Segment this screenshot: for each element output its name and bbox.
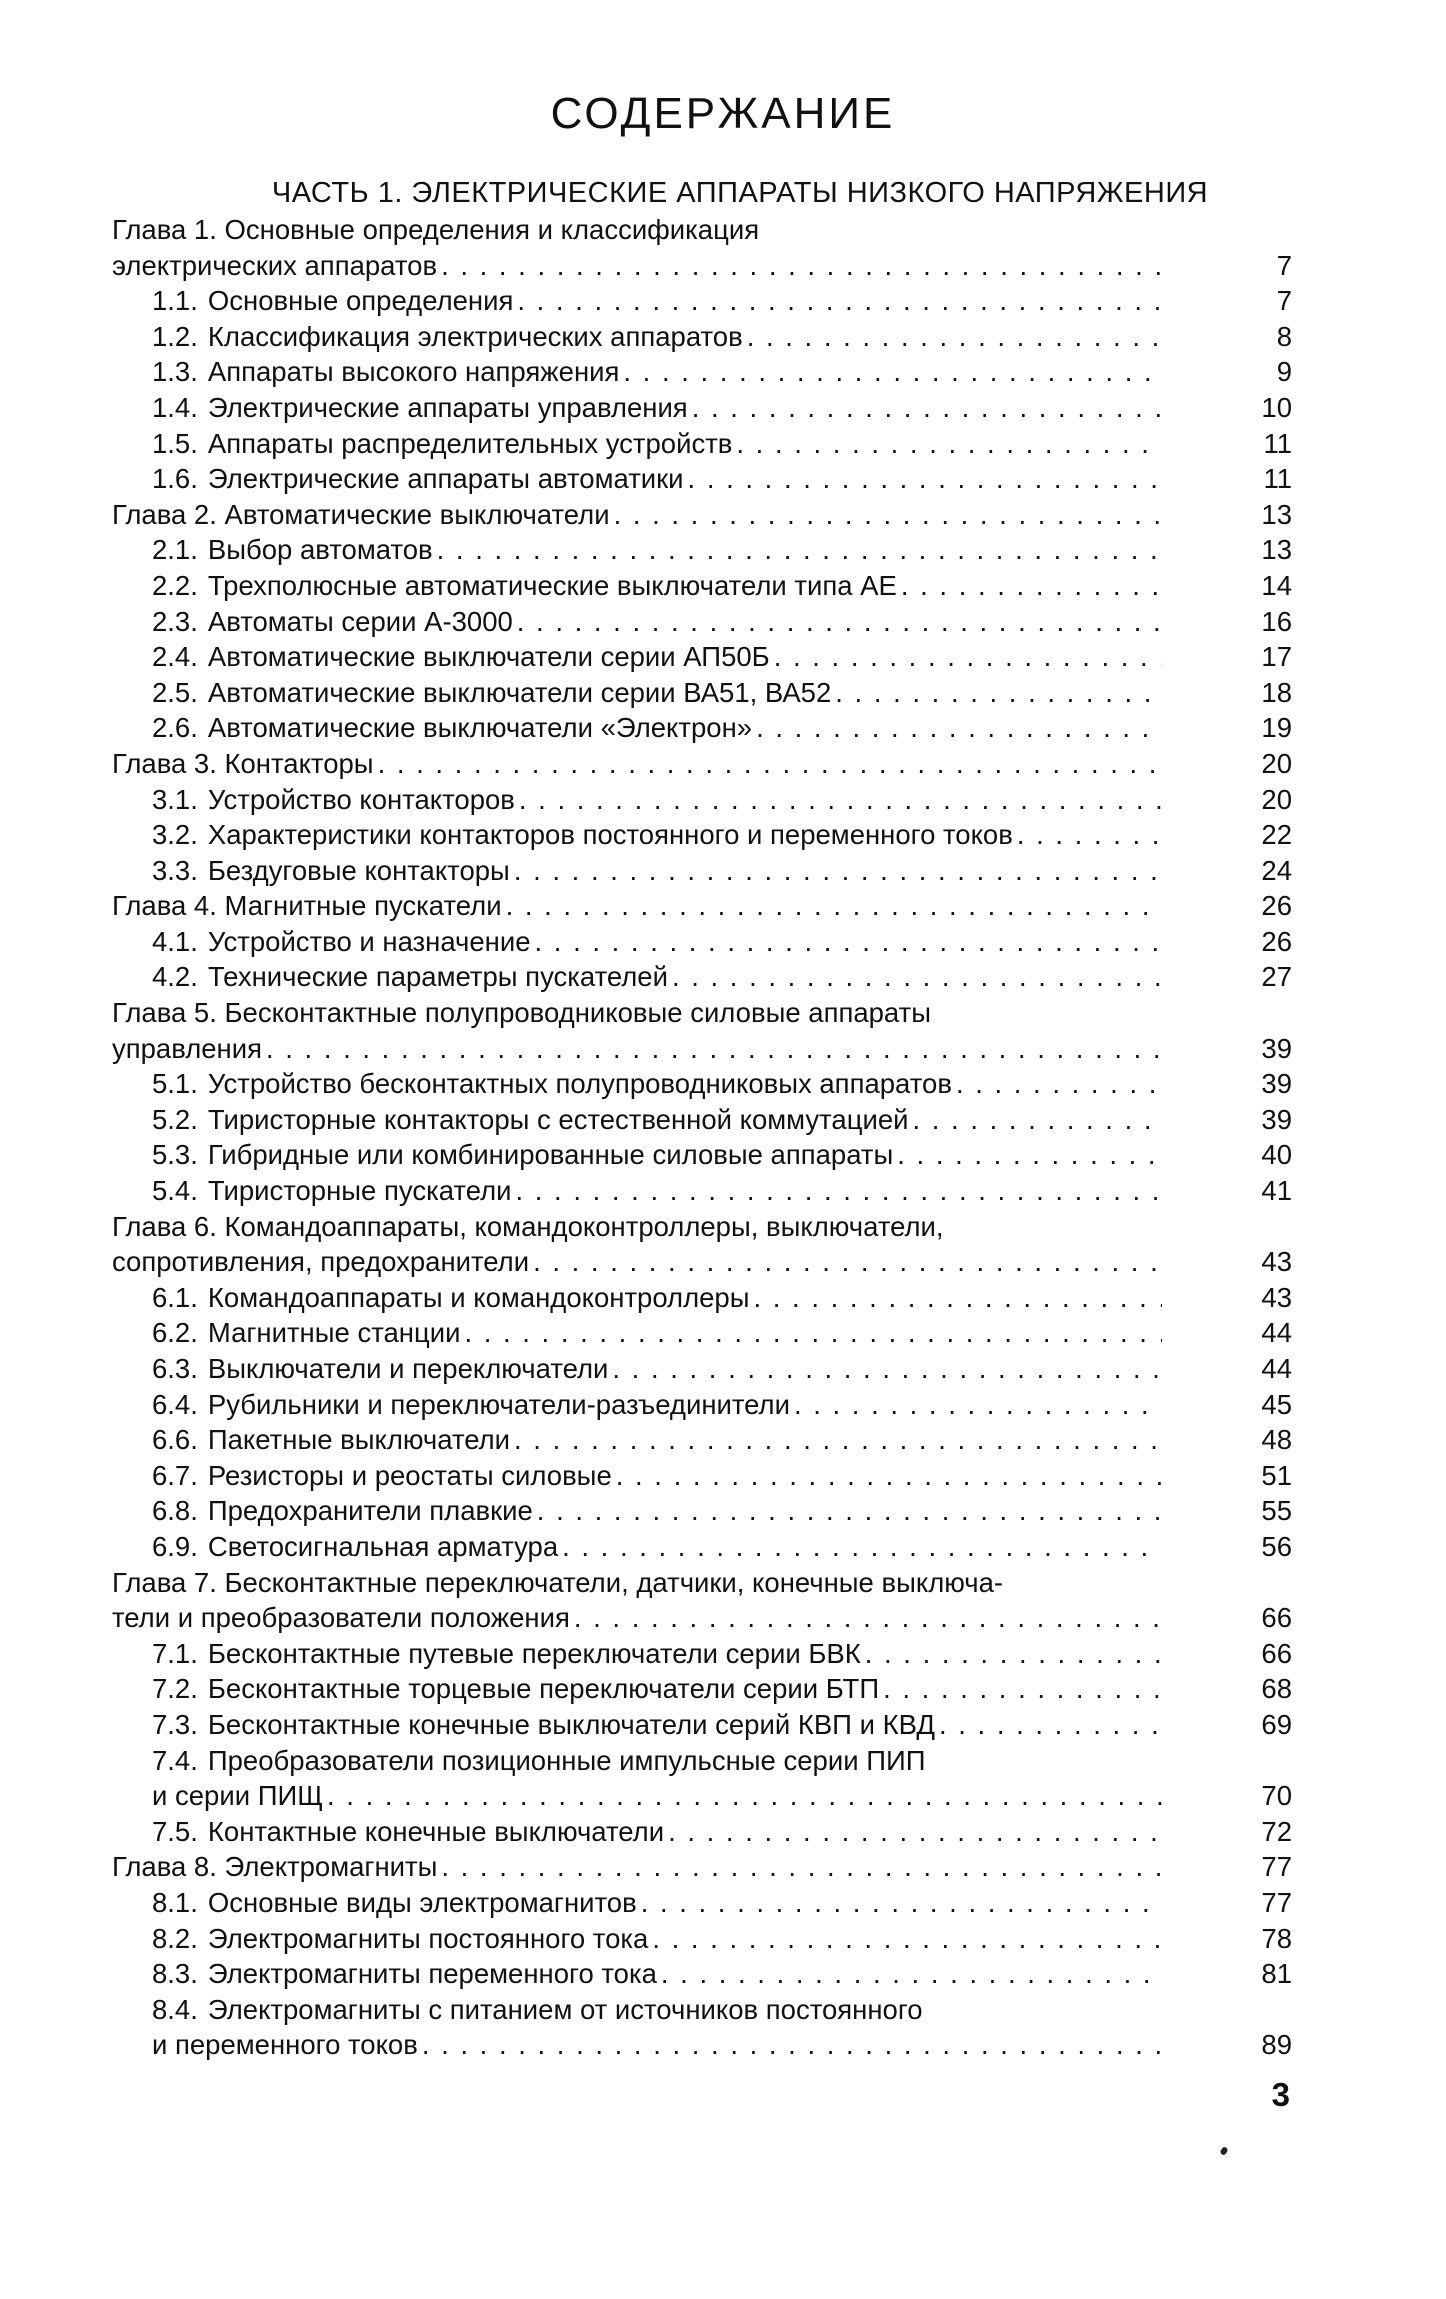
section-entry [112,675,1292,711]
chapter-title: Глава 7. Бесконтактные переключатели, датчики, конечные выключа- [112,1566,1004,1598]
section-title: Устройство контакторов [207,783,515,815]
leader-dots [608,1351,1162,1387]
page-number: 3 [1271,2076,1290,2113]
leader-dots [831,675,1162,711]
leader-dots [510,853,1162,889]
toc-page-number: 89 [1261,2029,1292,2061]
section-entry [112,1315,1292,1351]
leader-dots [460,1315,1162,1351]
section-entry [112,924,1292,960]
chapter-title: Глава 4. Магнитные пускатели [112,890,502,922]
section-number: 2.3. [152,605,198,637]
section-number: 2.5. [152,676,198,708]
chapter-title-cont: электрических аппаратов [112,249,438,281]
section-entry [112,710,1292,746]
toc-page-number: 39 [1261,1068,1292,1100]
toc-line-text [152,319,1162,355]
toc-page-number: 27 [1261,961,1292,993]
leader-dots [558,1529,1162,1565]
toc-page-number: 24 [1261,854,1292,886]
leader-dots [668,959,1162,995]
section-entry [112,1743,1292,1779]
toc-page-number: 7 [1276,285,1292,317]
toc-page-number: 7 [1276,249,1292,281]
section-number: 1.5. [152,427,198,459]
leader-dots [684,461,1162,497]
section-number: 2.6. [152,712,198,744]
section-title: Электрические аппараты управления [207,391,688,423]
section-number: 4.2. [152,961,198,993]
toc-line-text [152,782,1162,818]
section-title: Выключатели и переключатели [207,1353,609,1384]
chapter-heading [112,497,1292,533]
section-number: 3.2. [152,819,198,851]
toc-line-text [152,1458,1162,1494]
chapter-title: Глава 8. Электромагниты [112,1851,438,1883]
section-title-cont: и переменного токов [152,2029,418,2061]
toc-page-number: 44 [1261,1317,1292,1349]
toc-page-number: 68 [1261,1673,1292,1705]
section-number: 4.1. [152,925,198,957]
leader-dots [790,1387,1162,1423]
leader-dots [515,782,1162,818]
leader-dots [511,1173,1162,1209]
toc-page-number: 9 [1276,356,1292,388]
toc-line-text [152,2027,1162,2063]
chapter-heading [112,746,1292,782]
toc-page-number: 17 [1261,641,1292,673]
toc-line-text [152,1102,1162,1138]
leader-dots [664,1814,1162,1850]
toc-line-text [152,568,1162,604]
toc-page-number: 81 [1261,1958,1292,1990]
section-entry [112,1102,1292,1138]
toc-line-text [152,604,1162,640]
section-title: Основные виды электромагнитов [207,1886,637,1918]
section-number: 7.3. [152,1708,198,1740]
toc-line-text [152,1778,1162,1814]
section-title: Пакетные выключатели [207,1424,511,1456]
leader-dots [743,319,1162,355]
section-number: 1.4. [152,391,198,423]
leader-dots [732,426,1162,462]
chapter-title-cont: тели и преобразователи положения [112,1602,570,1634]
toc-line-text [152,1707,1162,1743]
chapter-heading-cont [112,1031,1292,1067]
toc-line-text [152,1814,1162,1850]
section-title: Автоматические выключатели «Электрон» [207,712,753,744]
leader-dots [935,1707,1162,1743]
section-number: 6.6. [152,1424,198,1456]
section-entry-cont [112,1778,1292,1814]
leader-dots [1013,817,1162,853]
section-title: Бездуговые контакторы [207,854,510,886]
toc-line-text [152,283,1162,319]
leader-dots [510,1422,1162,1458]
section-title: Автоматические выключатели серии АП50Б [207,641,770,673]
section-title: Преобразователи позиционные импульсные серии ПИП [207,1744,926,1776]
toc-line-text [152,390,1162,426]
chapter-title: Глава 5. Бесконтактные полупроводниковые силовые аппараты [112,997,931,1029]
section-title: Электрические аппараты автоматики [207,463,684,495]
section-title-cont: и серии ПИЩ [152,1780,324,1812]
toc-page-number: 66 [1261,1602,1292,1634]
section-number: 7.2. [152,1673,198,1705]
section-title: Резисторы и реостаты силовые [207,1459,612,1491]
toc-line-text [152,1493,1162,1529]
chapter-heading [112,888,1292,924]
section-title: Тиристорные контакторы с естественной коммутацией [207,1103,909,1135]
section-number: 1.1. [152,285,198,317]
toc-page-number: 77 [1261,1851,1292,1883]
leader-dots [374,746,1162,782]
section-entry [112,639,1292,675]
toc-line-text [152,1066,1162,1102]
section-entry [112,782,1292,818]
toc-line-text [152,1956,1162,1992]
section-entry [112,959,1292,995]
toc-line-text [152,1992,1162,2028]
toc-line-text [112,1600,1162,1636]
section-title: Бесконтактные конечные выключатели серий КВП и КВД [207,1708,935,1740]
section-entry [112,817,1292,853]
section-entry [112,1921,1292,1957]
chapter-heading-cont [112,1600,1292,1636]
section-entry [112,319,1292,355]
toc-page-number: 77 [1261,1886,1292,1918]
toc-line-text [152,1921,1162,1957]
toc-page-number: 19 [1261,712,1292,744]
toc-page-number: 69 [1261,1708,1292,1740]
chapter-title-cont: управления [112,1032,262,1064]
toc-line-text [112,888,1162,924]
chapter-heading [112,995,1292,1031]
leader-dots [418,2027,1162,2063]
toc-page-number: 14 [1261,569,1292,601]
section-title: Трехполюсные автоматические выключатели типа АЕ [207,569,897,601]
section-number: 3.1. [152,783,198,815]
toc-page-number: 56 [1261,1530,1292,1562]
section-entry [112,1707,1292,1743]
toc-line-text [152,959,1162,995]
toc-page-number: 43 [1261,1246,1292,1278]
section-number: 1.3. [152,356,198,388]
toc-line-text [152,1671,1162,1707]
section-title: Основные определения [207,285,514,317]
toc-line-text [112,1849,1162,1885]
section-title: Тиристорные пускатели [207,1175,512,1207]
toc-line-text [152,1173,1162,1209]
section-entry [112,1173,1292,1209]
toc-page-number: 26 [1261,925,1292,957]
section-number: 8.4. [152,1993,198,2025]
section-number: 2.1. [152,534,198,566]
toc-page-number: 10 [1261,391,1292,423]
toc-page-number: 72 [1261,1815,1292,1847]
leader-dots [657,1956,1162,1992]
toc-page-number: 39 [1261,1032,1292,1064]
toc-line-text [112,995,1162,1031]
section-entry [112,1387,1292,1423]
section-title: Аппараты высокого напряжения [207,356,620,388]
part-heading: ЧАСТЬ 1. ЭЛЕКТРИЧЕСКИЕ АППАРАТЫ НИЗКОГО НАПРЯЖЕНИЯ [271,177,1209,209]
leader-dots [648,1921,1162,1957]
leader-dots [513,604,1162,640]
leader-dots [529,1244,1162,1280]
section-entry [112,1956,1292,1992]
section-title: Устройство и назначение [207,925,531,957]
leader-dots [570,1600,1162,1636]
section-entry [112,604,1292,640]
toc-line-text [152,1387,1162,1423]
section-number: 6.1. [152,1281,198,1313]
toc-page-number: 22 [1261,819,1292,851]
toc-page-number: 39 [1261,1103,1292,1135]
section-title: Контактные конечные выключатели [207,1815,665,1847]
toc-line-text [112,497,1162,533]
chapter-heading-cont [112,1244,1292,1280]
section-entry-cont [112,2027,1292,2063]
chapter-heading [112,1565,1292,1601]
leader-dots [952,1066,1162,1102]
section-title: Светосигнальная арматура [207,1530,559,1562]
leader-dots [749,1280,1162,1316]
section-entry [112,568,1292,604]
section-entry [112,1137,1292,1173]
toc-line-text [152,924,1162,960]
toc-page-number: 13 [1261,534,1292,566]
toc-page-number: 20 [1261,747,1292,779]
toc-page-number: 11 [1263,463,1292,495]
section-title: Электромагниты переменного тока [207,1958,657,1990]
section-title: Электромагниты постоянного тока [207,1922,649,1954]
leader-dots [770,639,1162,675]
toc-line-text [152,1636,1162,1672]
leader-dots [323,1778,1162,1814]
toc-line-text [152,426,1162,462]
section-title: Устройство бесконтактных полупроводниковых аппаратов [207,1068,952,1100]
toc-line-text [152,1743,1162,1779]
section-number: 5.3. [152,1139,198,1171]
section-title: Бесконтактные путевые переключатели серии БВК [207,1637,861,1669]
leader-dots [531,924,1162,960]
page-title: СОДЕРЖАНИЕ [550,89,896,138]
toc-line-text [152,1422,1162,1458]
chapter-heading [112,1849,1292,1885]
toc-line-text [152,461,1162,497]
section-number: 8.1. [152,1886,198,1918]
toc-line-text [152,710,1162,746]
toc-page-number: 55 [1261,1495,1292,1527]
section-title: Электромагниты с питанием от источников постоянного [207,1993,923,2025]
section-entry [112,426,1292,462]
section-number: 6.2. [152,1317,198,1349]
section-number: 2.2. [152,569,198,601]
chapter-heading-cont [112,248,1292,284]
chapter-title: Глава 6. Командоаппараты, командоконтроллеры, выключатели, [112,1210,944,1242]
section-number: 7.4. [152,1744,198,1776]
leader-dots [513,283,1162,319]
section-title: Бесконтактные торцевые переключатели серии БТП [207,1673,880,1705]
toc-line-text [112,248,1162,284]
chapter-title: Глава 1. Основные определения и классификация [112,214,760,245]
toc-page-number: 8 [1276,320,1292,352]
chapter-heading [112,1209,1292,1245]
toc-page-number: 13 [1261,498,1292,530]
section-entry [112,1636,1292,1672]
toc-line-text [152,354,1162,390]
section-title: Автоматы серии А-3000 [207,605,513,637]
section-title: Автоматические выключатели серии ВА51, ВА52 [207,676,832,708]
section-entry [112,532,1292,568]
section-entry [112,1992,1292,2028]
leader-dots [752,710,1162,746]
section-entry [112,853,1292,889]
toc-page-number: 45 [1261,1388,1292,1420]
toc-line-text [152,675,1162,711]
section-title: Командоаппараты и командоконтроллеры [207,1281,750,1313]
section-entry [112,1814,1292,1850]
section-entry [112,1885,1292,1921]
chapter-title-cont: сопротивления, предохранители [112,1246,530,1278]
section-title: Характеристики контакторов постоянного и переменного токов [207,819,1013,851]
leader-dots [688,390,1162,426]
chapter-heading [112,212,1292,248]
section-entry [112,354,1292,390]
section-entry [112,461,1292,497]
toc-line-text [112,1209,1162,1245]
toc-line-text [152,532,1162,568]
table-of-contents [112,212,1292,2063]
toc-line-text [152,1315,1162,1351]
toc-page-number: 41 [1261,1175,1292,1207]
toc-line-text [112,1031,1162,1067]
section-number: 1.2. [152,320,198,352]
toc-page-number: 20 [1261,783,1292,815]
section-title: Гибридные или комбинированные силовые аппараты [207,1139,894,1171]
toc-page-number: 48 [1261,1424,1292,1456]
toc-line-text [112,1244,1162,1280]
section-entry [112,1422,1292,1458]
toc-page-number: 26 [1261,890,1292,922]
toc-line-text [152,1885,1162,1921]
section-number: 2.4. [152,641,198,673]
section-entry [112,1529,1292,1565]
toc-line-text [152,817,1162,853]
leader-dots [612,1458,1162,1494]
leader-dots [637,1885,1162,1921]
section-number: 6.9. [152,1530,198,1562]
toc-page-number: 51 [1261,1459,1292,1491]
section-number: 5.2. [152,1103,198,1135]
section-number: 1.6. [152,463,198,495]
leader-dots [610,497,1162,533]
section-number: 6.8. [152,1495,198,1527]
section-title: Предохранители плавкие [207,1495,533,1527]
chapter-title: Глава 2. Автоматические выключатели [112,498,610,530]
toc-line-text [152,1529,1162,1565]
section-title: Рубильники и переключатели-разъединители [207,1388,790,1420]
leader-dots [879,1671,1162,1707]
toc-line-text [152,1137,1162,1173]
section-title: Магнитные станции [207,1317,461,1349]
section-number: 6.4. [152,1388,198,1420]
toc-line-text [112,212,1162,248]
toc-page-number: 18 [1261,676,1292,708]
toc-page-number: 70 [1261,1780,1292,1812]
toc-line-text [112,1565,1162,1601]
section-title: Аппараты распределительных устройств [207,427,733,459]
section-number: 7.1. [152,1637,198,1669]
chapter-title: Глава 3. Контакторы [112,747,374,779]
section-number: 5.1. [152,1068,198,1100]
section-entry [112,390,1292,426]
leader-dots [433,532,1162,568]
section-entry [112,1351,1292,1387]
leader-dots [619,354,1162,390]
section-entry [112,1458,1292,1494]
toc-page-number: 66 [1261,1637,1292,1669]
section-number: 8.2. [152,1922,198,1954]
leader-dots [437,248,1162,284]
section-entry [112,1280,1292,1316]
leader-dots [533,1493,1162,1529]
section-title: Выбор автоматов [207,534,433,566]
section-number: 3.3. [152,854,198,886]
section-entry [112,1671,1292,1707]
toc-line-text [152,1351,1162,1387]
leader-dots [437,1849,1162,1885]
section-number: 6.7. [152,1459,198,1491]
toc-line-text [152,639,1162,675]
print-speck [1219,2146,1228,2156]
leader-dots [897,568,1162,604]
section-number: 7.5. [152,1815,198,1847]
toc-line-text [152,853,1162,889]
section-title: Технические параметры пускателей [207,961,668,993]
leader-dots [502,888,1162,924]
toc-page-number: 40 [1261,1139,1292,1171]
toc-page-number: 16 [1261,605,1292,637]
leader-dots [861,1636,1162,1672]
leader-dots [909,1102,1163,1138]
section-entry [112,1493,1292,1529]
section-number: 6.3. [152,1353,198,1384]
toc-line-text [112,746,1162,782]
section-entry [112,1066,1292,1102]
section-title: Классификация электрических аппаратов [207,320,743,352]
toc-line-text [152,1280,1162,1316]
toc-page-number: 78 [1261,1922,1292,1954]
leader-dots [262,1031,1162,1067]
toc-page-number: 44 [1261,1353,1292,1384]
leader-dots [893,1137,1162,1173]
section-entry [112,283,1292,319]
section-number: 5.4. [152,1175,198,1207]
toc-page-number: 43 [1261,1281,1292,1313]
toc-page-number: 11 [1263,427,1292,459]
section-number: 8.3. [152,1958,198,1990]
